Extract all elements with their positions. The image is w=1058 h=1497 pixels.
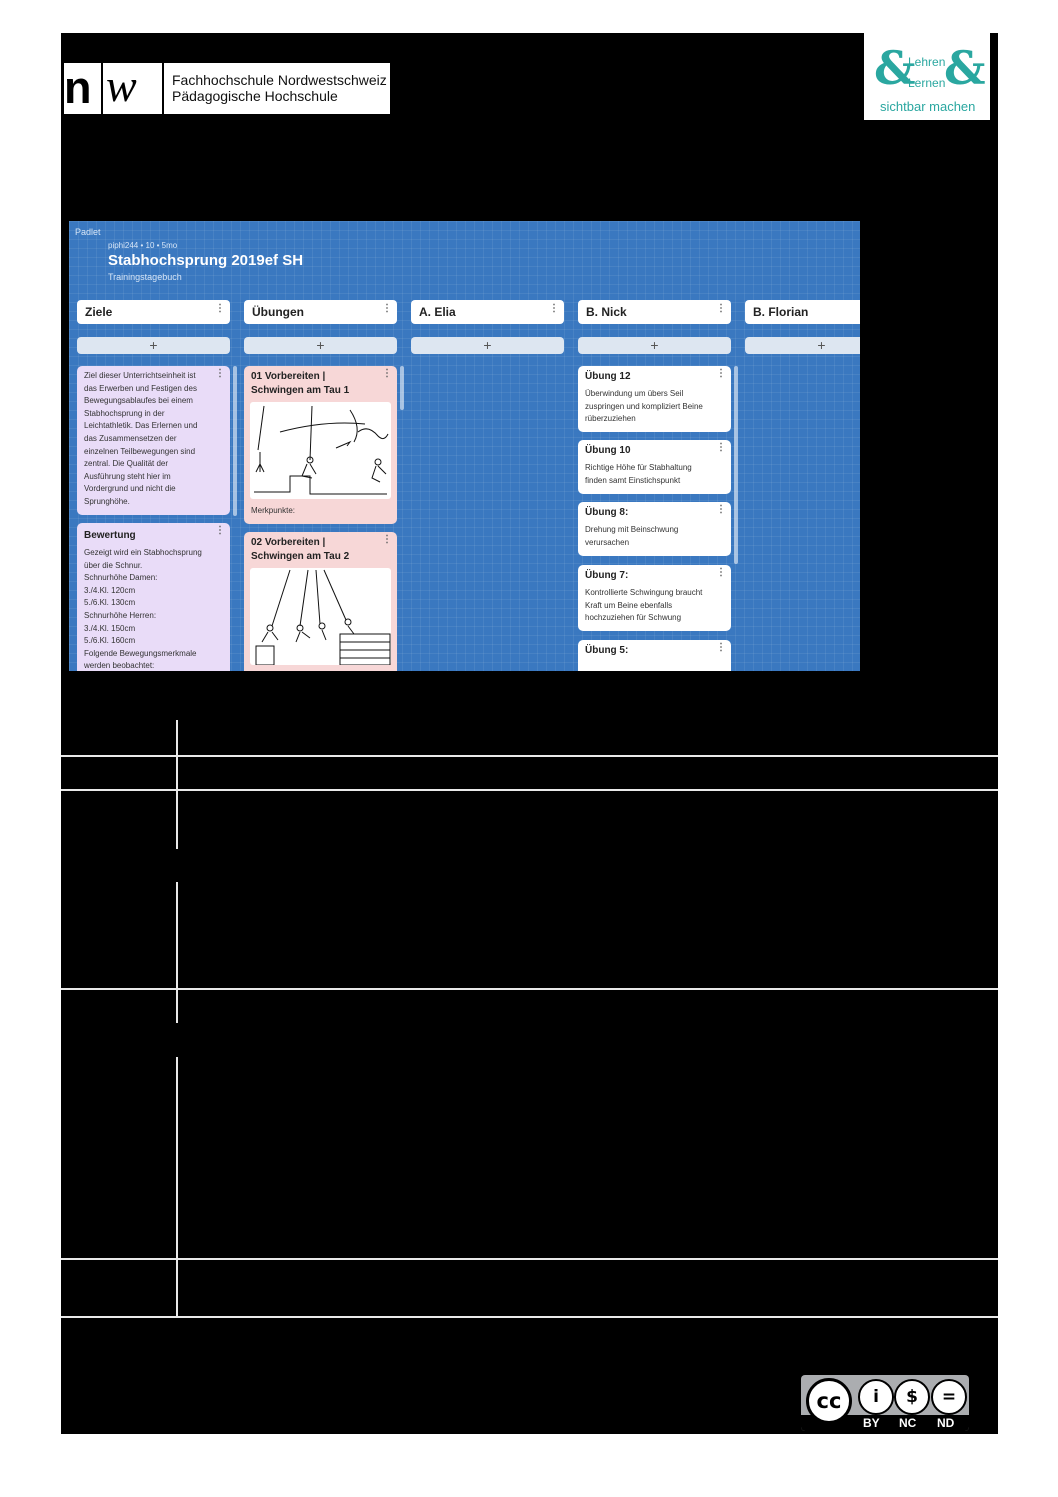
post-card[interactable] [578, 565, 731, 631]
post-caption: Merkpunkte: [251, 506, 296, 515]
post-title: 01 Vorbereiten | Schwingen am Tau 1 [251, 371, 350, 396]
more-menu-icon[interactable]: ⋮ [716, 368, 726, 379]
table-column-divider [176, 1260, 178, 1316]
post-body: Gezeigt wird ein Stabhochsprung über die Schnur. Schnurhöhe Damen: 3./4.Kl. 120cm 5./6.Kl. 130cm Schnurhöhe Herren: 3./4.Kl. 150cm 5./6.Kl. 160cm Folgende Bewegungsmerkmale werden beobachtet: [84, 548, 202, 671]
table-column-divider [176, 990, 178, 1023]
post-card[interactable] [578, 366, 731, 432]
more-menu-icon[interactable]: ⋮ [215, 525, 225, 536]
fhnw-school-name: Pädagogische Hochschule [172, 88, 338, 104]
table-column-divider [176, 720, 178, 755]
more-menu-icon[interactable]: ⋮ [382, 368, 392, 379]
post-body: Kontrollierte Schwingung braucht Kraft um Beine ebenfalls hochzuziehen für Schwung [585, 588, 703, 623]
add-post-button[interactable]: + [745, 337, 860, 354]
column-label: A. Elia [419, 305, 456, 319]
logo-word-lernen: Lernen [908, 76, 946, 90]
post-title: Übung 5: [585, 645, 629, 656]
table-row-divider [61, 1258, 998, 1260]
more-menu-icon[interactable]: ⋮ [215, 368, 225, 379]
more-menu-icon[interactable]: ⋮ [716, 303, 726, 314]
post-card[interactable] [244, 366, 397, 524]
column-label: Ziele [85, 305, 113, 319]
post-body: Überwindung um übers Seil zuspringen und kompliziert Beine rüberzuziehen [585, 389, 703, 424]
fhnw-institution-name: Fachhochschule Nordwestschweiz [172, 72, 387, 88]
add-post-button[interactable]: + [411, 337, 564, 354]
noncommercial-icon: $ [894, 1379, 930, 1415]
column-scrollbar[interactable] [400, 366, 404, 410]
table-row-divider [61, 789, 998, 791]
table-column-divider [176, 791, 178, 849]
column-a-elia [411, 300, 564, 353]
column-scrollbar[interactable] [233, 366, 237, 516]
padlet-board-screenshot [69, 221, 860, 671]
post-body: Richtige Höhe für Stabhaltung finden samt Einstichspunkt [585, 463, 692, 485]
more-menu-icon[interactable]: ⋮ [716, 642, 726, 653]
post-title: Übung 12 [585, 371, 631, 382]
post-body: Drehung mit Beinschwung verursachen [585, 525, 679, 547]
post-title: Übung 7: [585, 570, 629, 581]
table-column-divider [176, 882, 178, 988]
more-menu-icon[interactable]: ⋮ [716, 567, 726, 578]
exercise-sketch-image [250, 402, 391, 499]
ampersand-right-icon: & [944, 41, 986, 95]
column-label: Übungen [252, 305, 304, 319]
more-menu-icon[interactable]: ⋮ [382, 303, 392, 314]
add-post-button[interactable]: + [244, 337, 397, 354]
column-header[interactable] [77, 300, 230, 324]
more-menu-icon[interactable]: ⋮ [549, 303, 559, 314]
fhnw-logo-divider [101, 63, 103, 114]
post-card[interactable] [77, 366, 230, 515]
cc-icon: cc [806, 1378, 852, 1424]
more-menu-icon[interactable]: ⋮ [215, 303, 225, 314]
fhnw-logo-w: w [106, 60, 137, 111]
table-row-divider [61, 988, 998, 990]
post-card[interactable] [578, 640, 731, 671]
board-title: Stabhochsprung 2019ef SH [108, 252, 304, 269]
attribution-icon: i [858, 1379, 894, 1415]
table-row-divider [61, 755, 998, 757]
column-header[interactable] [745, 300, 860, 324]
post-title: Übung 10 [585, 445, 631, 456]
more-menu-icon[interactable]: ⋮ [382, 534, 392, 545]
post-card[interactable] [77, 523, 230, 671]
ampersand-left-icon: & [874, 41, 916, 95]
table-column-divider [176, 757, 178, 789]
post-card[interactable] [578, 440, 731, 494]
board-meta: piphi244 • 10 • 5mo [108, 241, 178, 250]
fhnw-logo-n: n [64, 62, 92, 113]
post-title: Übung 8: [585, 507, 629, 518]
license-nc-label: NC [899, 1416, 917, 1430]
license-by-label: BY [863, 1416, 880, 1430]
column-b-nick [578, 300, 731, 656]
cc-license-badge [801, 1375, 969, 1431]
post-title: Bewertung [84, 530, 136, 541]
column-b-florian [745, 300, 860, 353]
more-menu-icon[interactable]: ⋮ [716, 504, 726, 515]
column-ziele [77, 300, 230, 671]
exercise-sketch-image [250, 568, 391, 665]
column-label: B. Florian [753, 305, 809, 319]
column-header[interactable] [244, 300, 397, 324]
column-label: B. Nick [586, 305, 627, 319]
noderivatives-icon: = [931, 1379, 967, 1415]
post-card[interactable] [578, 502, 731, 556]
table-row-divider [61, 1316, 998, 1318]
post-title: 02 Vorbereiten | Schwingen am Tau 2 [251, 537, 350, 562]
more-menu-icon[interactable]: ⋮ [716, 442, 726, 453]
post-body: Ziel dieser Unterrichtseinheit ist das Erwerben und Festigen des Bewegungsablaufes bei einem Stabhochsprung in der Leichtathletik. Das Erlernen und das Zusammensetzen der einzelnen Teilbewegungen sind zentral. Die Qualität der Ausführung steht hier im Vordergrund und nicht die Sprunghöhe. [84, 371, 198, 506]
board-subtitle: Trainingstagebuch [108, 272, 182, 282]
lehren-lernen-logo [864, 33, 990, 120]
fhnw-logo [64, 60, 390, 114]
logo-word-lehren: Lehren [908, 55, 946, 69]
license-nd-label: ND [937, 1416, 955, 1430]
column-uebungen [244, 300, 397, 562]
add-post-button[interactable]: + [578, 337, 731, 354]
table-column-divider [176, 1057, 178, 1258]
padlet-brand: Padlet [75, 227, 101, 237]
column-header[interactable] [578, 300, 731, 324]
fhnw-logo-divider [162, 63, 164, 114]
column-header[interactable] [411, 300, 564, 324]
add-post-button[interactable]: + [77, 337, 230, 354]
post-card[interactable] [244, 532, 397, 671]
logo-subtitle: sichtbar machen [880, 99, 976, 114]
column-scrollbar[interactable] [734, 366, 738, 564]
